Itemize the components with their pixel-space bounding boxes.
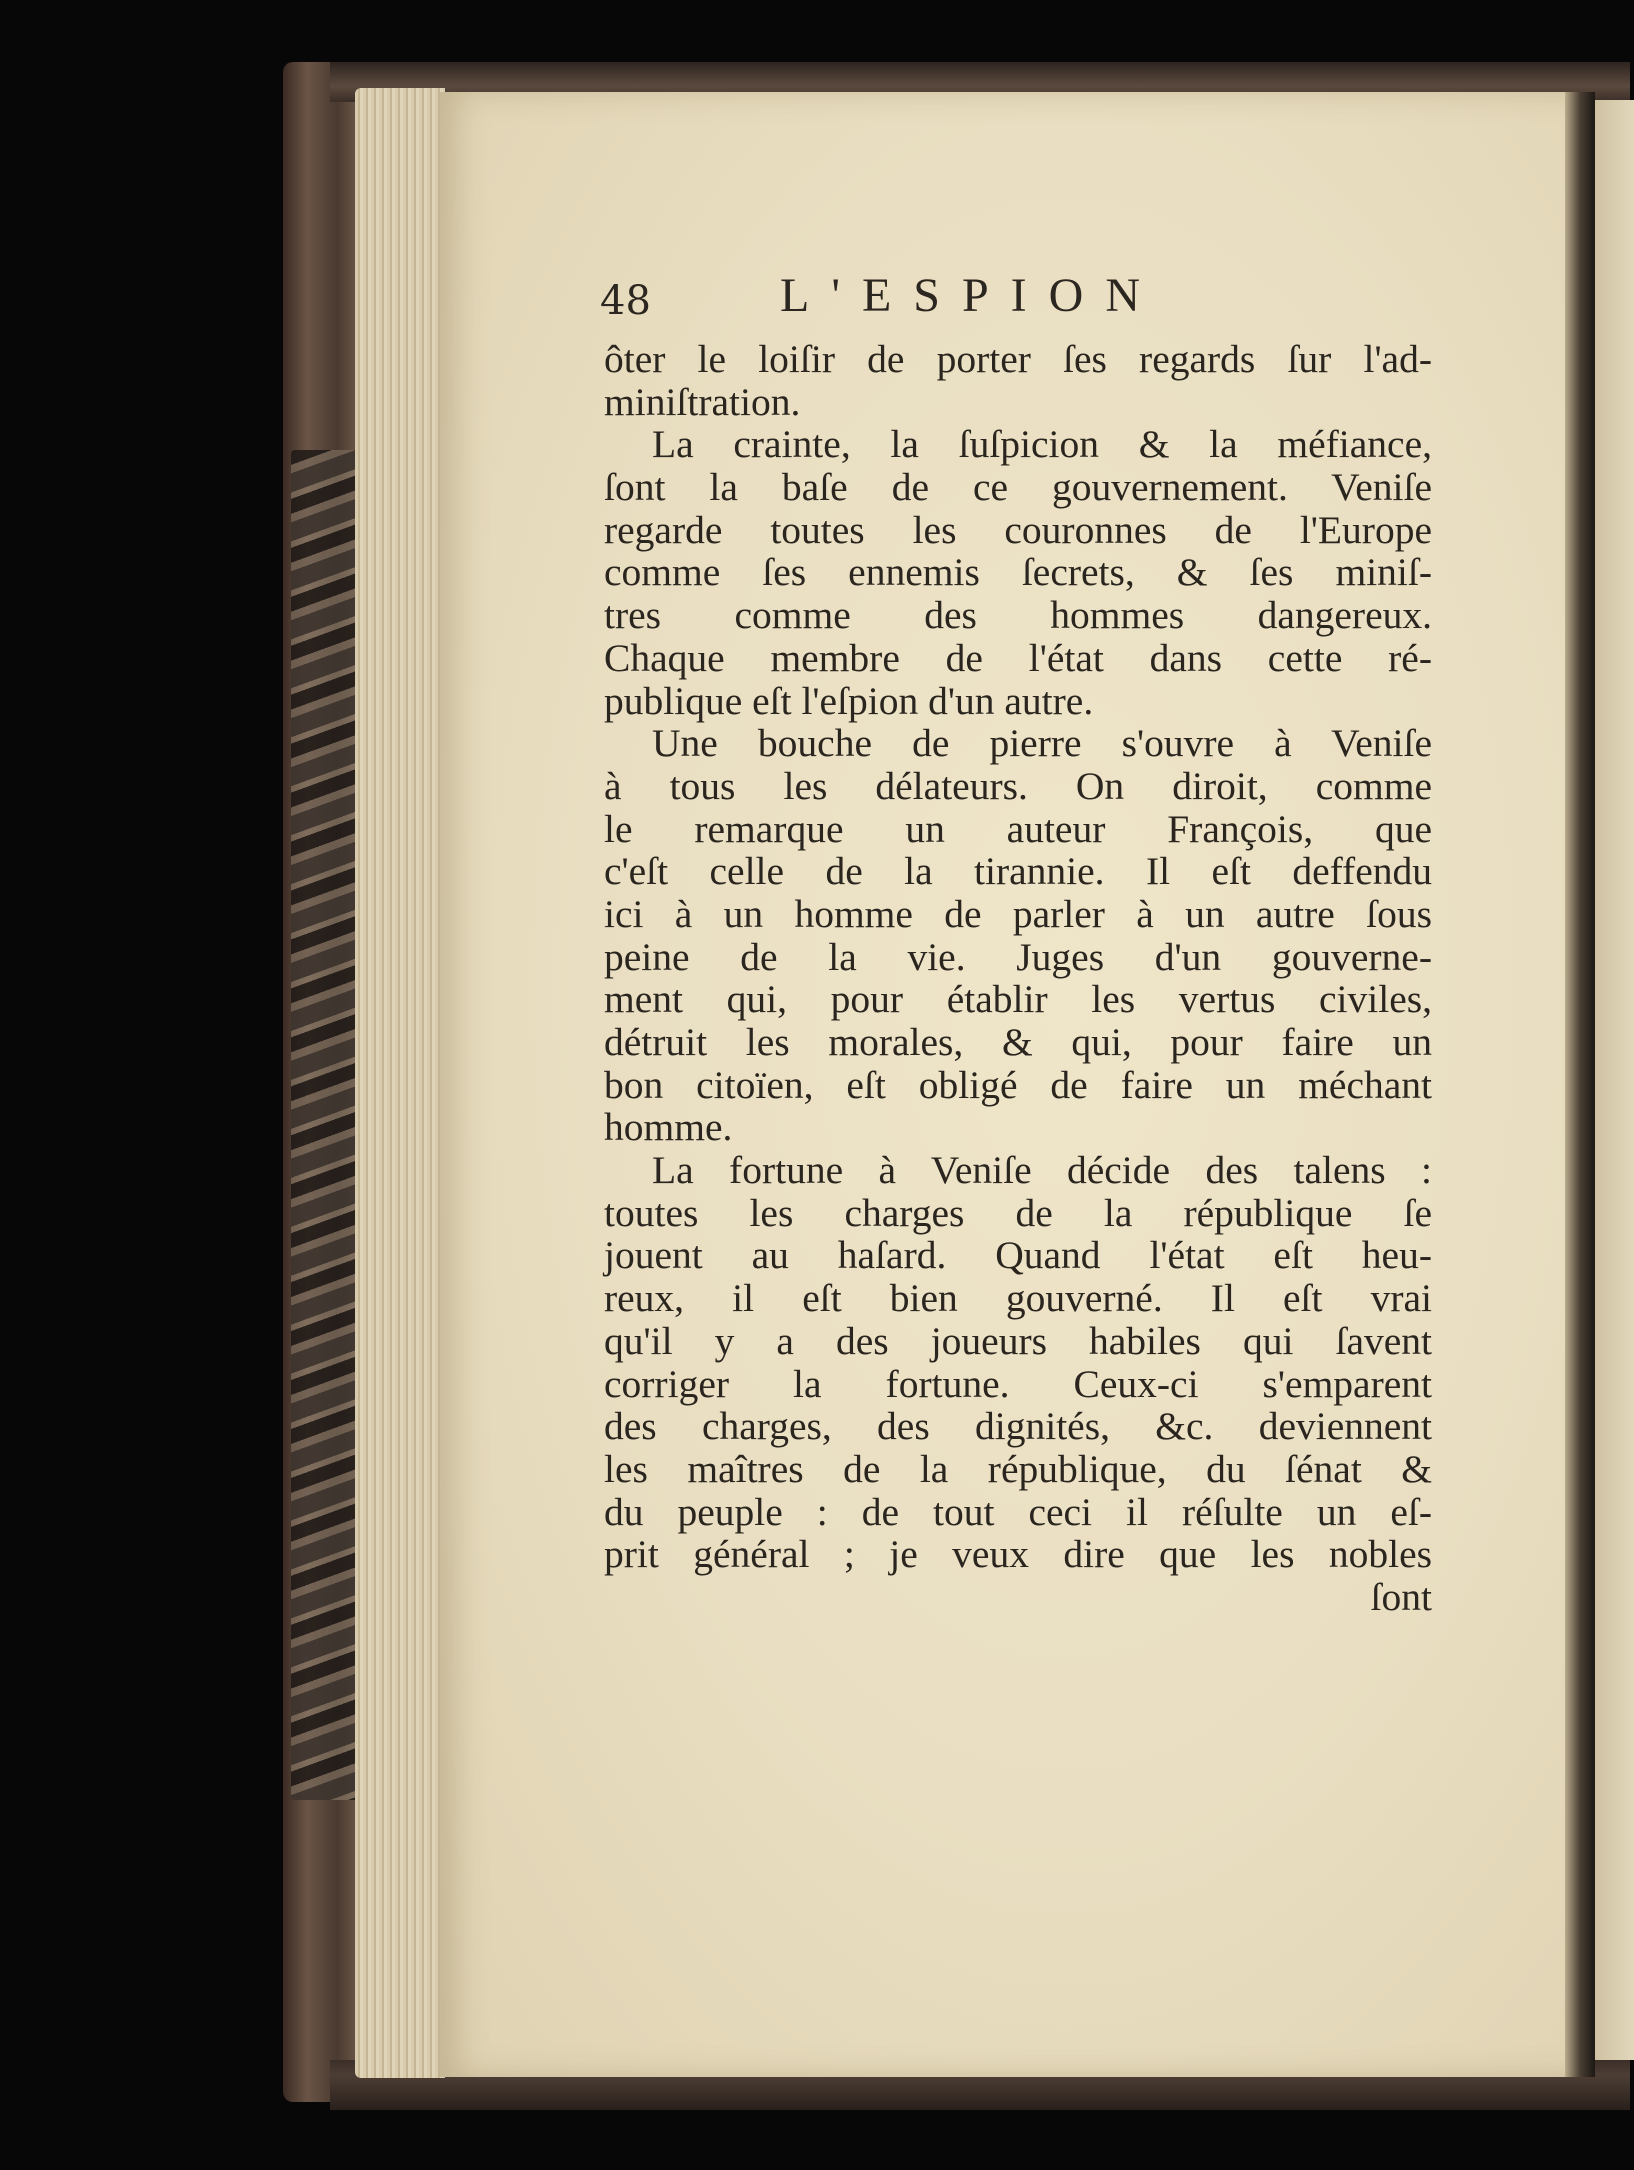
text-line: Chaque membre de l'état dans cette ré- xyxy=(604,635,1432,680)
marbled-cover xyxy=(291,450,361,1800)
text-line: miniſtration. xyxy=(604,379,801,424)
text-line: regarde toutes les couronnes de l'Europe xyxy=(604,507,1432,552)
text-line: La fortune à Veniſe décide des talens : xyxy=(652,1148,1432,1193)
text-line: corriger la fortune. Ceux-ci s'emparent xyxy=(604,1361,1432,1406)
text-line: ôter le loiſir de porter ſes regards ſur l'ad- xyxy=(604,337,1432,381)
text-line: les maîtres de la république, du ſénat & xyxy=(604,1446,1432,1491)
facing-page-edge xyxy=(1595,100,1634,2060)
text-line: tres comme des hommes dangereux. xyxy=(604,593,1432,638)
text-line: le remarque un auteur François, que xyxy=(604,806,1432,851)
page-gutter xyxy=(1565,92,1595,2077)
catchword: ſont xyxy=(1370,1574,1432,1619)
text-line: à tous les délateurs. On diroit, comme xyxy=(604,763,1432,808)
text-line: ici à un homme de parler à un autre ſous xyxy=(604,891,1432,936)
text-line: prit général ; je veux dire que les nobles xyxy=(604,1532,1432,1577)
text-line: jouent au haſard. Quand l'état eſt heu- xyxy=(604,1233,1432,1278)
page-body-text xyxy=(604,338,1432,1619)
text-line: reux, il eſt bien gouverné. Il eſt vrai xyxy=(604,1276,1432,1321)
text-line: c'eſt celle de la tirannie. Il eſt deffendu xyxy=(604,849,1432,894)
page-number: 48 xyxy=(600,278,651,324)
text-line: détruit les morales, & qui, pour faire un xyxy=(604,1020,1432,1064)
text-line: La crainte, la ſuſpicion & la méfiance, xyxy=(652,422,1432,467)
text-line: toutes les charges de la république ſe xyxy=(604,1190,1432,1235)
text-line: comme ſes ennemis ſecrets, & ſes miniſ- xyxy=(604,550,1432,595)
text-line: peine de la vie. Juges d'un gouverne- xyxy=(604,934,1432,979)
page-edges xyxy=(355,88,445,2078)
text-line: Une bouche de pierre s'ouvre à Veniſe xyxy=(652,721,1432,766)
text-line: des charges, des dignités, &c. deviennent xyxy=(604,1404,1432,1449)
text-line: bon citoïen, eſt obligé de faire un méchant xyxy=(604,1062,1432,1107)
text-line: publique eſt l'eſpion d'un autre. xyxy=(604,678,1094,723)
text-line: du peuple : de tout ceci il réſulte un eſ- xyxy=(604,1489,1432,1534)
text-line: ment qui, pour établir les vertus civiles, xyxy=(604,977,1432,1022)
running-title: L'ESPION xyxy=(780,269,1162,322)
text-line: qu'il y a des joueurs habiles qui ſavent xyxy=(604,1318,1432,1363)
text-line: homme. xyxy=(604,1105,733,1150)
text-line: ſont la baſe de ce gouvernement. Veniſe xyxy=(604,465,1432,510)
running-head xyxy=(600,268,1550,328)
